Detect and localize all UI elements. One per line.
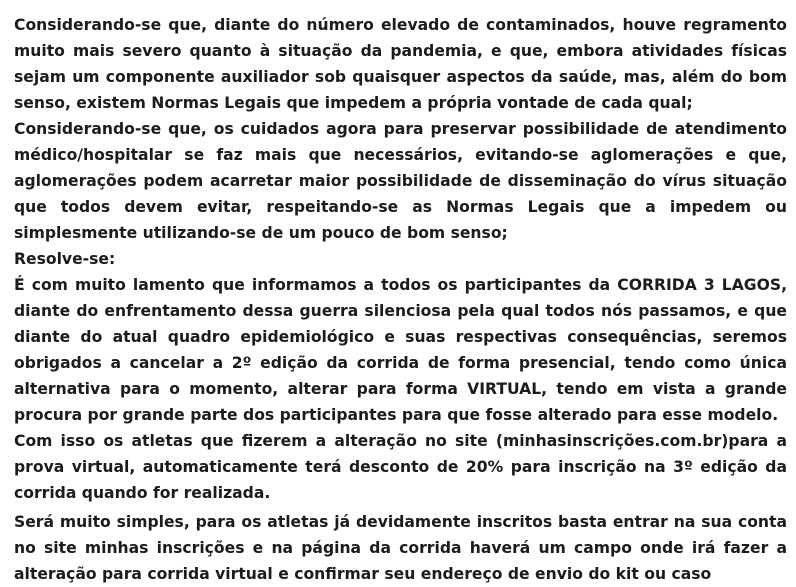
paragraph-resolve-heading: Resolve-se: (14, 250, 116, 268)
paragraph-considering-pandemic: Considerando-se que, diante do número elevado de contaminados, houve regramento muito mais severo quanto à situação da pandemia, e que, embora atividades físicas sejam um componente auxiliador sob quaisquer aspectos da saúde, mas, além do bom senso, existem Normas Legais que impedem a própria vontade de cada qual; (14, 16, 787, 112)
paragraph-discount-info: Com isso os atletas que fizerem a alteração no site (minhasinscrições.com.br)para a prova virtual, automaticamente terá desconto de 20% para inscrição na 3º edição da corrida quando for realizada. (14, 432, 787, 502)
paragraph-instructions: Será muito simples, para os atletas já devidamente inscritos basta entrar na sua conta no site minhas inscrições e na página da corrida haverá um campo onde irá fazer a alteração para corrida virtual e confirmar seu endereço de envio do kit ou caso (14, 513, 787, 583)
paragraph-cancellation-announcement: É com muito lamento que informamos a todos os participantes da CORRIDA 3 LAGOS, diante do enfrentamento dessa guerra silenciosa pela qual todos nós passamos, e que diante do atual quadro epidemiológico e suas respectivas consequências, seremos obrigados a cancelar a 2º edição da corrida de forma presencial, tendo como única alternativa para o momento, alterar para forma VIRTUAL, tendo em vista a grande procura por grande parte dos participantes para que fosse alterado para esse modelo. (14, 276, 787, 424)
paragraph-considering-medical-care: Considerando-se que, os cuidados agora para preservar possibilidade de atendimento médico/hospitalar se faz mais que necessários, evitando-se aglomerações e que, aglomerações podem acarretar maior possibilidade de disseminação do vírus situação que todos devem evitar, respeitando-se as Normas Legais que a impedem ou simplesmente utilizando-se de um pouco de bom senso; (14, 120, 787, 242)
document-body (14, 12, 787, 587)
